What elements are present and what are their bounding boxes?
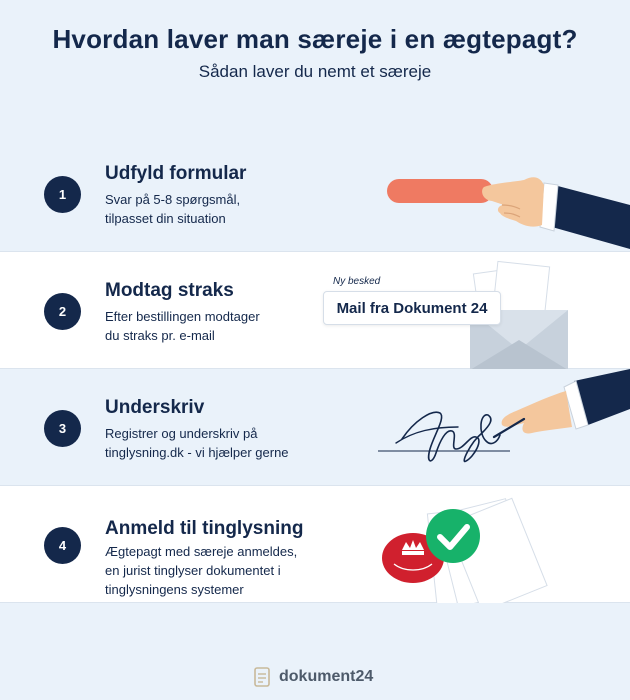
page-subtitle: Sådan laver du nemt et særeje (198, 62, 432, 81)
brand-name: dokument24 (279, 668, 374, 685)
brand-logo[interactable] (252, 666, 373, 688)
step-number-1: 1 (44, 176, 81, 213)
mail-notice-label: Ny besked (333, 276, 381, 287)
document-logo-icon (252, 666, 274, 688)
signature-icon (374, 369, 630, 486)
step-number-4: 4 (44, 527, 81, 564)
step-number-3: 3 (44, 410, 81, 447)
step-3 (0, 369, 630, 486)
step-title-4: Anmeld til tinglysning (105, 518, 304, 539)
mail-subject-badge: Mail fra Dokument 24 (323, 291, 501, 325)
hand-pointing-icon (384, 165, 630, 255)
step-desc-2: Efter bestillingen modtager du straks pr. e-mail (105, 309, 260, 343)
step-desc-4: Ægtepagt med særeje anmeldes, en jurist tinglyser dokumentet i tinglysningens systemer (105, 544, 298, 597)
step-2 (0, 252, 630, 369)
header (0, 0, 630, 135)
step-desc-1: Svar på 5-8 spørgsmål, tilpasset din situation (105, 192, 241, 226)
step-1 (0, 135, 630, 252)
step-desc-3: Registrer og underskriv på tinglysning.dk - vi hjælper gerne (105, 426, 289, 460)
step-title-2: Modtag straks (105, 280, 234, 301)
step-title-3: Underskriv (105, 397, 205, 418)
step-number-2: 2 (44, 293, 81, 330)
step-4 (0, 486, 630, 603)
check-seal-icon (380, 496, 560, 603)
page-title: Hvordan laver man særeje i en ægtepagt? (52, 24, 578, 54)
step-title-1: Udfyld formular (105, 163, 247, 184)
